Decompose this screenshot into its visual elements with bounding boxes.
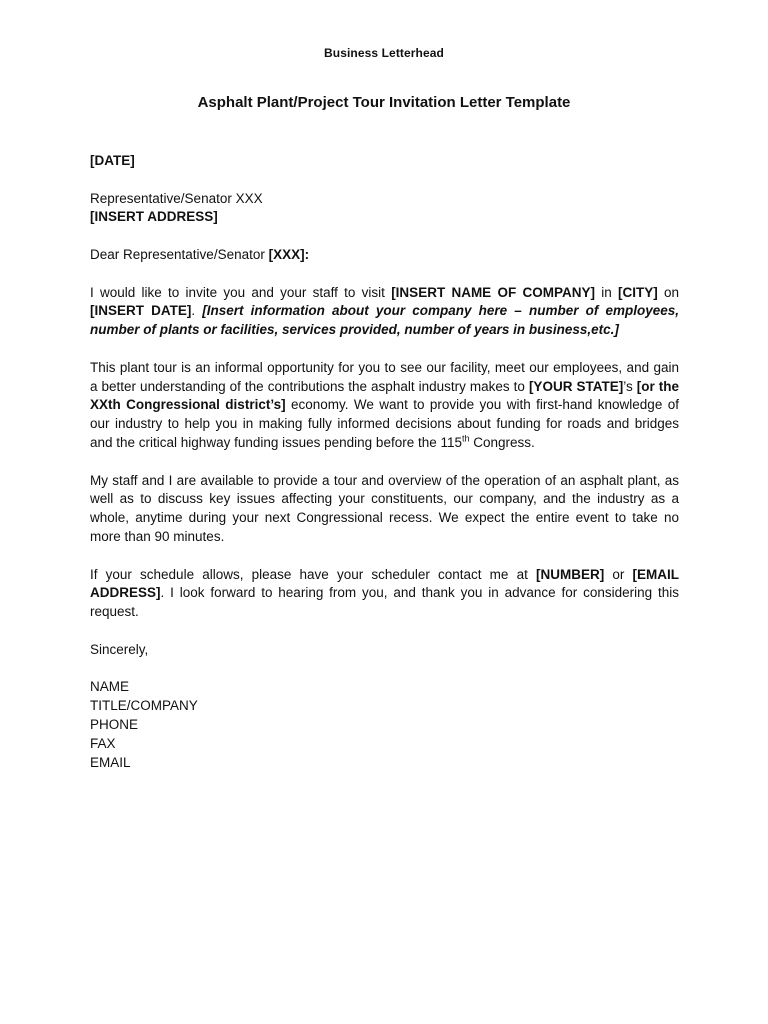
text-run: .: [191, 303, 203, 319]
text-run: . I look forward to hearing from you, and thank you in advance for considering this request.: [90, 585, 679, 620]
text-run: on: [657, 284, 680, 300]
company-info-placeholder: [Insert information about your company here – number of employees, number of plants or facilities, services provided, number of years in business,etc.]: [90, 303, 679, 338]
paragraph-availability: My staff and I are available to provide a tour and overview of the operation of an asphalt plant, as well as to discuss key issues affecting your constituents, our company, and the industry as a whole, anytime during your next Congressional recess. We expect the entire event to take no more than 90 minutes.: [90, 472, 679, 544]
state-placeholder: [YOUR STATE]: [528, 378, 624, 394]
signature-name: NAME: [90, 679, 130, 695]
paragraph-invitation: [90, 284, 679, 340]
signature-phone: PHONE: [90, 716, 139, 732]
company-placeholder: [INSERT NAME OF COMPANY]: [391, 284, 595, 300]
signature-block: [90, 678, 679, 772]
text-run: This plant tour is an informal opportunity for you to see our facility, meet our employees, and gain a better understanding of the contributions the asphalt industry makes to: [90, 359, 679, 394]
date-field: [DATE]: [90, 153, 135, 168]
page-title: Asphalt Plant/Project Tour Invitation Letter Template: [197, 94, 571, 111]
paragraph-tour-purpose: [90, 359, 679, 453]
letterhead: Business Letterhead: [324, 46, 444, 60]
text-run: or: [604, 566, 633, 582]
district-placeholder: [or the XXth Congressional district’s]: [90, 378, 679, 413]
signature-email: EMAIL: [90, 754, 131, 770]
text-run: If your schedule allows, please have your scheduler contact me at: [90, 566, 536, 582]
city-placeholder: [CITY]: [617, 284, 658, 300]
text-run: ’s: [623, 378, 637, 394]
salutation: [90, 246, 679, 265]
paragraph-contact: [90, 566, 679, 622]
letter-body: [90, 152, 679, 772]
email-placeholder: [EMAIL ADDRESS]: [90, 566, 679, 601]
closing: Sincerely,: [90, 641, 149, 657]
text-run: I would like to invite you and your staff to visit: [90, 284, 392, 300]
signature-fax: FAX: [90, 735, 116, 751]
text-run: in: [594, 284, 618, 300]
salutation-prefix: Dear Representative/Senator: [90, 246, 269, 262]
recipient-address: [INSERT ADDRESS]: [90, 209, 218, 225]
recipient-name: Representative/Senator XXX: [90, 190, 263, 206]
date-placeholder: [INSERT DATE]: [90, 303, 192, 319]
text-run: economy. We want to provide you with first-hand knowledge of our industry to help you in making fully informed decisions about funding for roads and bridges and the critical highway funding issues pending before the 115: [90, 397, 679, 450]
signature-title: TITLE/COMPANY: [90, 698, 198, 714]
text-run: Congress.: [469, 434, 535, 450]
ordinal-superscript: th: [462, 433, 470, 444]
salutation-name: [XXX]:: [268, 246, 310, 262]
number-placeholder: [NUMBER]: [535, 566, 605, 582]
